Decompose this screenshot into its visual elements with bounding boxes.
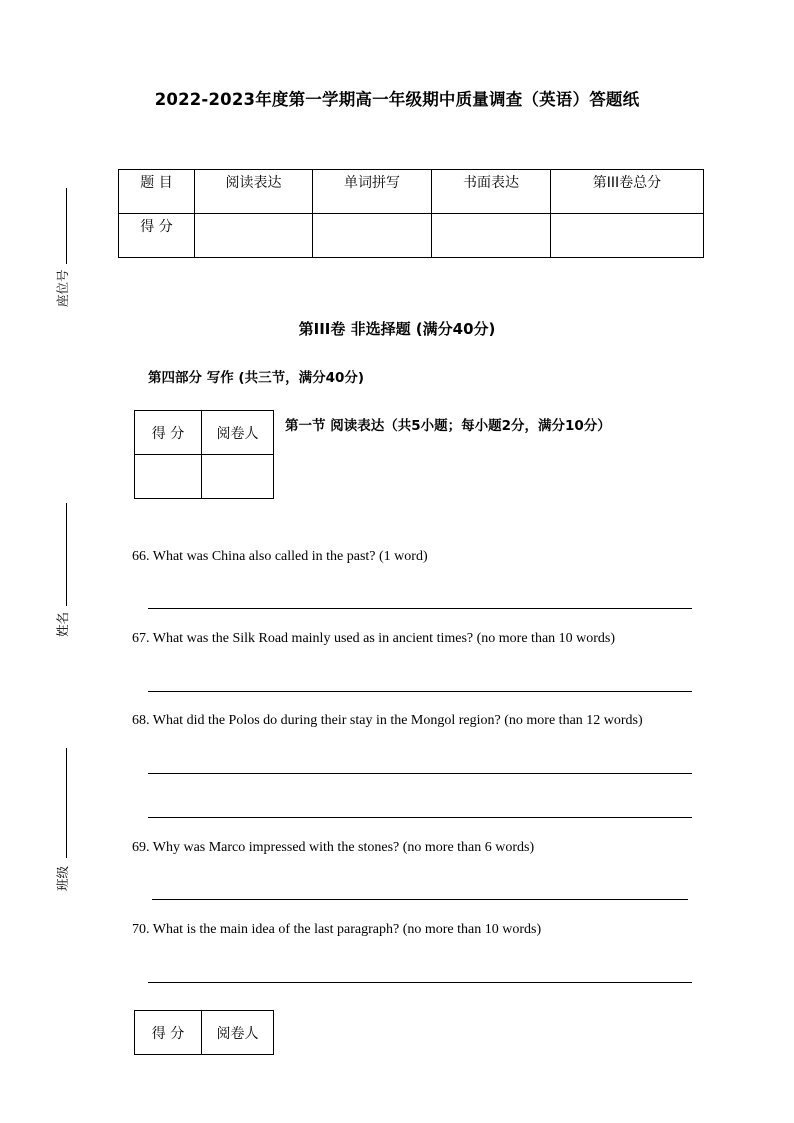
name-label: 姓名 <box>55 611 70 637</box>
grader-box <box>134 410 274 499</box>
grader-score-label: 得 分 <box>135 411 202 455</box>
answer-line-69[interactable] <box>152 899 688 900</box>
question-70: 70. What is the main idea of the last paragraph? (no more than 10 words) <box>132 922 542 937</box>
score-summary-table <box>118 169 704 258</box>
grader-name-cell[interactable] <box>202 455 274 499</box>
class-label: 班级 <box>55 865 70 891</box>
header-spelling: 单词拼写 <box>313 170 432 214</box>
section-1-title: 第一节 阅读表达（共5小题；每小题2分，满分10分） <box>285 418 611 434</box>
answer-line-66[interactable] <box>148 608 692 609</box>
header-reading: 阅读表达 <box>195 170 313 214</box>
score-cell-total[interactable] <box>551 214 704 258</box>
question-68: 68. What did the Polos do during their stay in the Mongol region? (no more than 12 words) <box>132 713 643 728</box>
part-4-title: 第四部分 写作 (共三节，满分40分) <box>148 370 365 386</box>
seat-number-line[interactable] <box>66 188 67 264</box>
grader-name-label: 阅卷人 <box>202 411 274 455</box>
grader-score-label-2: 得 分 <box>135 1011 202 1055</box>
question-67: 67. What was the Silk Road mainly used as in ancient times? (no more than 10 words) <box>132 631 616 646</box>
header-total: 第III卷总分 <box>551 170 704 214</box>
grader-name-label-2: 阅卷人 <box>202 1011 274 1055</box>
grader-box-2 <box>134 1010 274 1055</box>
score-cell-writing[interactable] <box>432 214 551 258</box>
answer-line-68b[interactable] <box>148 817 692 818</box>
section-3-title: 第III卷 非选择题 (满分40分) <box>298 320 496 338</box>
answer-line-68a[interactable] <box>148 773 692 774</box>
class-line[interactable] <box>66 748 67 858</box>
header-writing: 书面表达 <box>432 170 551 214</box>
score-cell-spelling[interactable] <box>313 214 432 258</box>
question-66: 66. What was China also called in the past? (1 word) <box>132 549 428 564</box>
question-69: 69. Why was Marco impressed with the stones? (no more than 6 words) <box>132 840 535 855</box>
name-line[interactable] <box>66 503 67 606</box>
header-item: 题 目 <box>119 170 195 214</box>
page-title: 2022-2023年度第一学期高一年级期中质量调查（英语）答题纸 <box>154 90 640 109</box>
score-cell-reading[interactable] <box>195 214 313 258</box>
answer-line-67[interactable] <box>148 691 692 692</box>
answer-line-70[interactable] <box>148 982 692 983</box>
grader-score-cell[interactable] <box>135 455 202 499</box>
row-label-score: 得 分 <box>119 214 195 258</box>
seat-number-label: 座位号 <box>55 269 70 307</box>
